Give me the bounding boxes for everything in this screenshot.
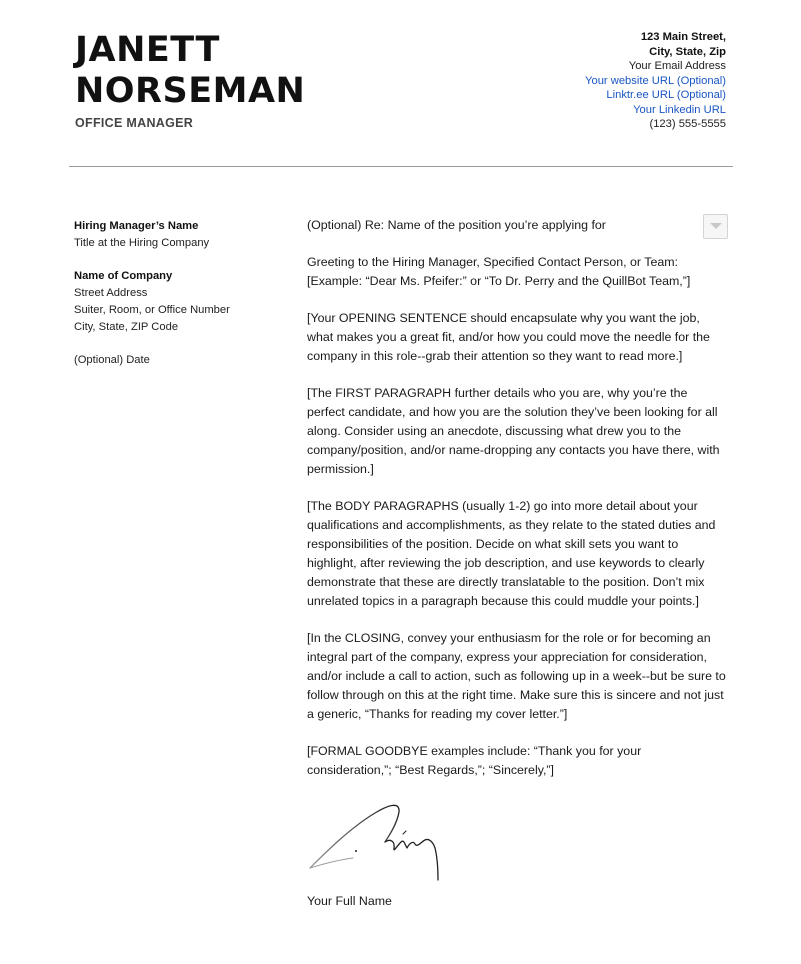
recipient-manager-name: Hiring Manager’s Name [74, 220, 199, 232]
letter-greeting-line: Greeting to the Hiring Manager, Specified Contact Person, or Team: [307, 255, 678, 269]
contact-city-state-zip: City, State, Zip [649, 45, 726, 58]
letter-re-line: (Optional) Re: Name of the position you’re applying for [307, 218, 606, 232]
contact-street: 123 Main Street, [640, 31, 726, 43]
letter-opening-paragraph: [Your OPENING SENTENCE should encapsulate why you want the job, what makes you a great fit, and/or how you could move the needle for the company in this role--grab their attention so they want to read more.] [307, 311, 710, 363]
recipient-date: (Optional) Date [74, 354, 150, 366]
contact-block [585, 30, 726, 132]
signature-full-name: Your Full Name [307, 894, 392, 908]
recipient-manager-title: Title at the Hiring Company [74, 237, 210, 249]
letter-greeting-example: [Example: “Dear Ms. Pfeifer:” or “To Dr. Perry and the QuillBot Team,”] [307, 274, 691, 288]
recipient-city-state-zip: City, State, ZIP Code [74, 321, 179, 333]
name-last: NORSEMAN [75, 71, 306, 111]
contact-linkedin-link[interactable]: Your Linkedin URL [633, 103, 726, 116]
contact-website-link[interactable]: Your website URL (Optional) [585, 74, 726, 87]
letter-greeting [307, 253, 727, 291]
recipient-company-name: Name of Company [74, 270, 173, 282]
name-first: JANETT [75, 30, 220, 70]
recipient-suite: Suiter, Room, or Office Number [74, 304, 230, 316]
letter-first-paragraph: [The FIRST PARAGRAPH further details who you are, why you’re the perfect candidate, and how you are the solution they’ve been looking for all along. Consider using an anecdote, discussing what drew you to the company/position, and/or name-dropping any contacts you have there, with permission.] [307, 386, 720, 476]
recipient-street: Street Address [74, 287, 148, 299]
contact-phone: (123) 555-5555 [649, 118, 726, 130]
letter-body-paragraphs: [The BODY PARAGRAPHS (usually 1-2) go into more detail about your qualifications and accomplishments, as they relate to the stated duties and responsibilities of the position. Decide on what skill sets you want to highlight, after reviewing the job description, and use keywords to clearly demonstrate that these are directly translatable to the position. Don’t mix unrelated topics in a paragraph because this could muddle your points.] [307, 499, 716, 608]
contact-email: Your Email Address [628, 60, 726, 72]
name-block [75, 30, 305, 130]
header-divider [69, 166, 733, 167]
letter-goodbye: [FORMAL GOODBYE examples include: “Thank you for your consideration,”; “Best Regards,”; “Sincerely,”] [307, 744, 642, 777]
signature-image [305, 798, 445, 884]
letter-closing-paragraph: [In the CLOSING, convey your enthusiasm for the role or for becoming an integral part of the company, express your appreciation for consideration, and/or include a call to action, such as following up in a week--but be sure to follow through on this at the right time. Make sure this is sincere and not just a generic, “Thanks for reading my cover letter.”] [307, 631, 726, 721]
contact-linktree-link[interactable]: Linktr.ee URL (Optional) [606, 89, 726, 101]
recipient-block [74, 218, 230, 369]
letter-body [307, 216, 727, 798]
job-title: OFFICE MANAGER [75, 116, 194, 130]
